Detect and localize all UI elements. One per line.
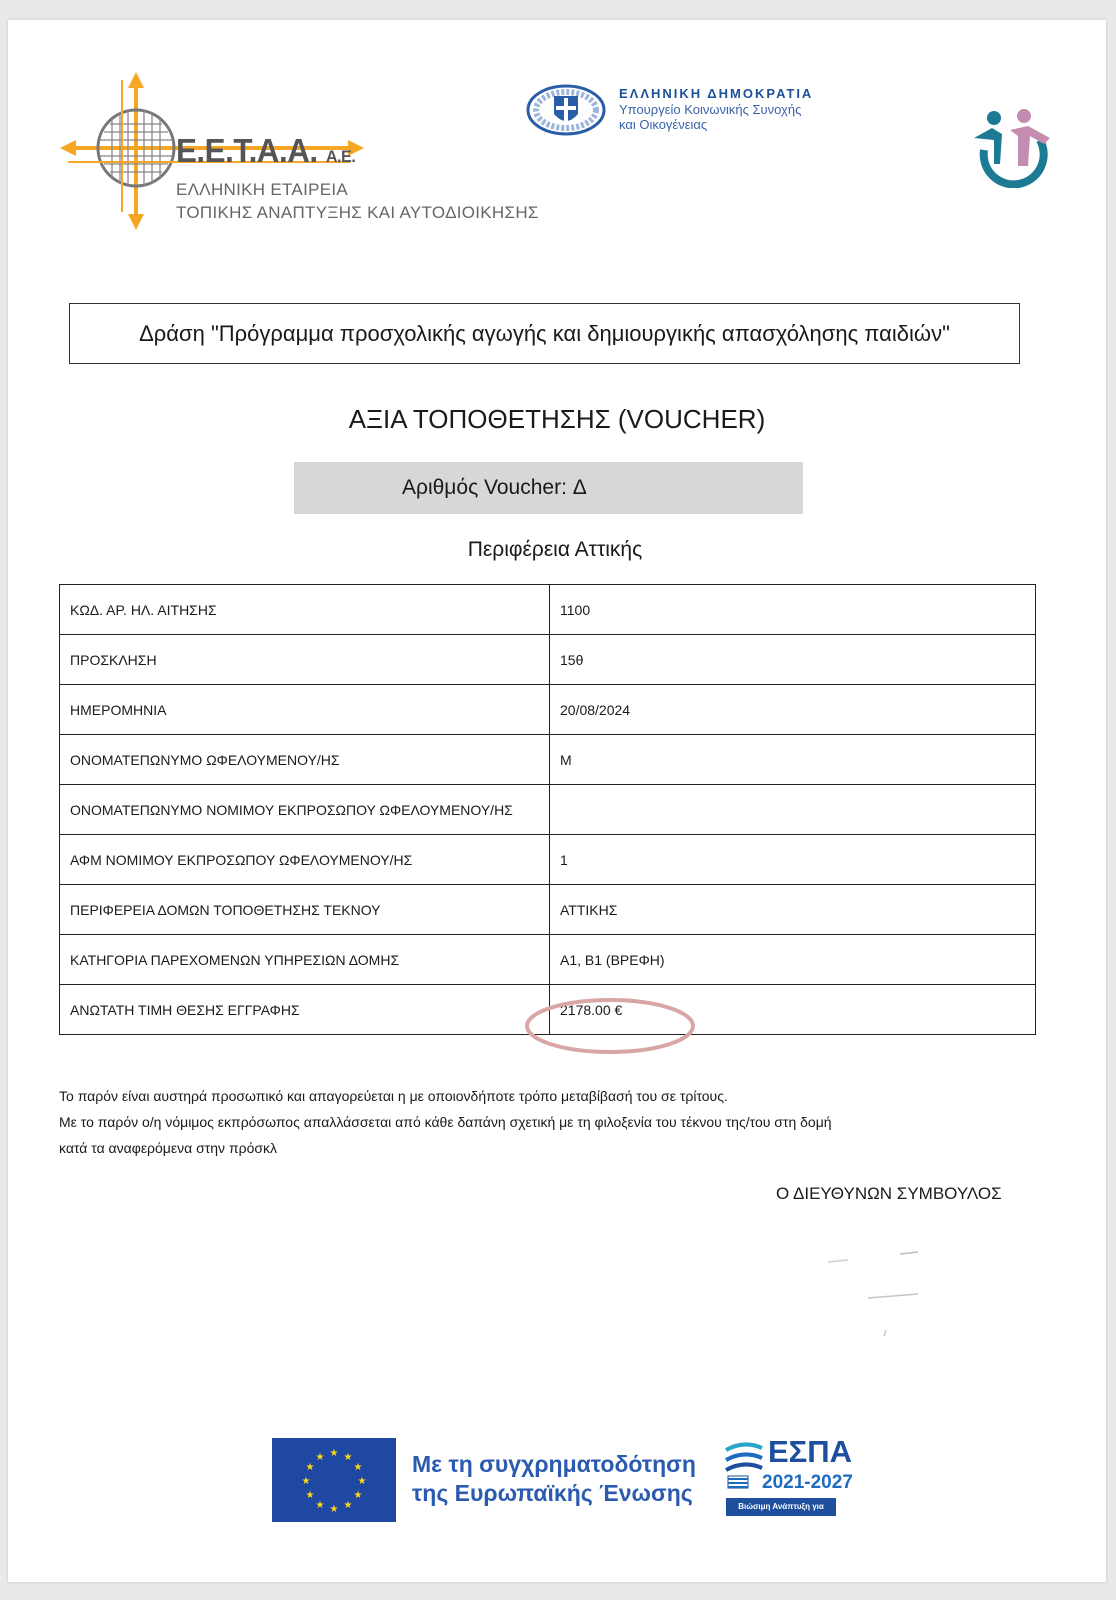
svg-text:★: ★ xyxy=(353,1490,363,1501)
svg-text:★: ★ xyxy=(343,1500,353,1511)
espa-word: ΕΣΠΑ xyxy=(768,1434,853,1469)
row-label: ΚΩΔ. ΑΡ. ΗΛ. ΑΙΤΗΣΗΣ xyxy=(60,585,550,635)
row-label: ΑΦΜ ΝΟΜΙΜΟΥ ΕΚΠΡΟΣΩΠΟΥ ΩΦΕΛΟΥΜΕΝΟΥ/ΗΣ xyxy=(60,835,550,885)
voucher-info-table xyxy=(59,584,1036,1035)
action-title-box xyxy=(69,303,1020,364)
table-row xyxy=(60,635,1036,685)
gov-line2: και Οικογένειας xyxy=(619,117,708,132)
action-title: Δράση "Πρόγραμμα προσχολικής αγωγής και δημιουργικής απασχόλησης παιδιών" xyxy=(139,320,950,346)
note-line-3: κατά τα αναφερόμενα στην πρόσκλ xyxy=(59,1140,277,1156)
row-label: ΟΝΟΜΑΤΕΠΩΝΥΜΟ ΝΟΜΙΜΟΥ ΕΚΠΡΟΣΩΠΟΥ ΩΦΕΛΟΥΜΕΝΟΥ/ΗΣ xyxy=(60,785,550,835)
eetaa-subtitle xyxy=(176,178,539,224)
voucher-title: ΑΞΙΑ ΤΟΠΟΘΕΤΗΣΗΣ (VOUCHER) xyxy=(348,404,766,434)
svg-text:★: ★ xyxy=(315,1452,325,1463)
svg-text:★: ★ xyxy=(353,1462,363,1473)
espa-years: 2021-2027 xyxy=(762,1472,853,1493)
svg-text:★: ★ xyxy=(329,1448,339,1459)
cofund-line2: της Ευρωπαϊκής Ένωσης xyxy=(412,1480,693,1506)
svg-text:★: ★ xyxy=(329,1504,339,1515)
row-value xyxy=(550,785,1036,835)
espa-tagline: Βιώσιμη Ανάπτυξη για Όλους xyxy=(726,1498,836,1516)
row-value: ΑΤΤΙΚΗΣ xyxy=(550,885,1036,935)
gov-title: ΕΛΛΗΝΙΚΗ ΔΗΜΟΚΡΑΤΙΑ xyxy=(619,86,814,101)
espa-logo-icon xyxy=(724,1440,766,1492)
voucher-number: Αριθμός Voucher: Δ xyxy=(402,476,587,499)
price-highlight-ellipse xyxy=(524,997,696,1055)
svg-text:★: ★ xyxy=(301,1476,311,1487)
row-label: ΟΝΟΜΑΤΕΠΩΝΥΜΟ ΩΦΕΛΟΥΜΕΝΟΥ/ΗΣ xyxy=(60,735,550,785)
table-row xyxy=(60,585,1036,635)
row-value: 2178.00 € xyxy=(550,985,1036,1035)
eetaa-suffix: Α.Ε. xyxy=(325,147,356,166)
svg-text:★: ★ xyxy=(315,1500,325,1511)
eu-flag-icon xyxy=(272,1438,396,1522)
family-logo-icon xyxy=(970,104,1054,188)
eetaa-name xyxy=(176,132,355,170)
row-value: Μ xyxy=(550,735,1036,785)
svg-text:★: ★ xyxy=(305,1462,315,1473)
table-row xyxy=(60,785,1036,835)
note-line-2: Με το παρόν ο/η νόμιμος εκπρόσωπος απαλλάσσεται από κάθε δαπάνη σχετική με τη φιλοξενία του τέκνου της/του στη δομή xyxy=(59,1114,832,1130)
note-line-1: Το παρόν είναι αυστηρά προσωπικό και απαγορεύεται η με οποιονδήποτε τρόπο μεταβίβασή του σε τρίτους. xyxy=(59,1088,728,1104)
voucher-document xyxy=(8,20,1106,1582)
region-title: Περιφέρεια Αττικής xyxy=(467,538,643,561)
svg-text:★: ★ xyxy=(305,1490,315,1501)
svg-text:★: ★ xyxy=(343,1452,353,1463)
row-label: ΚΑΤΗΓΟΡΙΑ ΠΑΡΕΧΟΜΕΝΩΝ ΥΠΗΡΕΣΙΩΝ ΔΟΜΗΣ xyxy=(60,935,550,985)
row-value: 15θ xyxy=(550,635,1036,685)
row-value: Α1, Β1 (ΒΡΕΦΗ) xyxy=(550,935,1036,985)
eetaa-name-text: Ε.Ε.Τ.Α.Α. xyxy=(176,132,318,169)
row-label: ΗΜΕΡΟΜΗΝΙΑ xyxy=(60,685,550,735)
signature-mark xyxy=(808,1240,1008,1360)
table-row xyxy=(60,735,1036,785)
table-row xyxy=(60,935,1036,985)
row-value: 1 xyxy=(550,835,1036,885)
greek-coat-of-arms-icon xyxy=(524,82,608,138)
row-label: ΠΕΡΙΦΕΡΕΙΑ ΔΟΜΩΝ ΤΟΠΟΘΕΤΗΣΗΣ ΤΕΚΝΟΥ xyxy=(60,885,550,935)
row-value: 1100 xyxy=(550,585,1036,635)
svg-text:★: ★ xyxy=(357,1476,367,1487)
cofunding-text xyxy=(412,1450,696,1508)
row-value: 20/08/2024 xyxy=(550,685,1036,735)
eetaa-line1: ΕΛΛΗΝΙΚΗ ΕΤΑΙΡΕΙΑ xyxy=(176,180,349,199)
eetaa-line2: ΤΟΠΙΚΗΣ ΑΝΑΠΤΥΞΗΣ ΚΑΙ ΑΥΤΟΔΙΟΙΚΗΣΗΣ xyxy=(176,203,539,222)
notes-block xyxy=(59,1083,832,1161)
signatory-title: Ο ΔΙΕΥΘΥΝΩΝ ΣΥΜΒΟΥΛΟΣ xyxy=(776,1184,1002,1203)
cofund-line1: Με τη συγχρηματοδότηση xyxy=(412,1451,696,1477)
table-row xyxy=(60,885,1036,935)
voucher-number-band xyxy=(294,462,803,514)
row-label: ΠΡΟΣΚΛΗΣΗ xyxy=(60,635,550,685)
table-row xyxy=(60,685,1036,735)
table-row xyxy=(60,835,1036,885)
gov-ministry xyxy=(619,102,801,132)
gov-line1: Υπουργείο Κοινωνικής Συνοχής xyxy=(619,102,802,117)
row-label: ΑΝΩΤΑΤΗ ΤΙΜΗ ΘΕΣΗΣ ΕΓΓΡΑΦΗΣ xyxy=(60,985,550,1035)
